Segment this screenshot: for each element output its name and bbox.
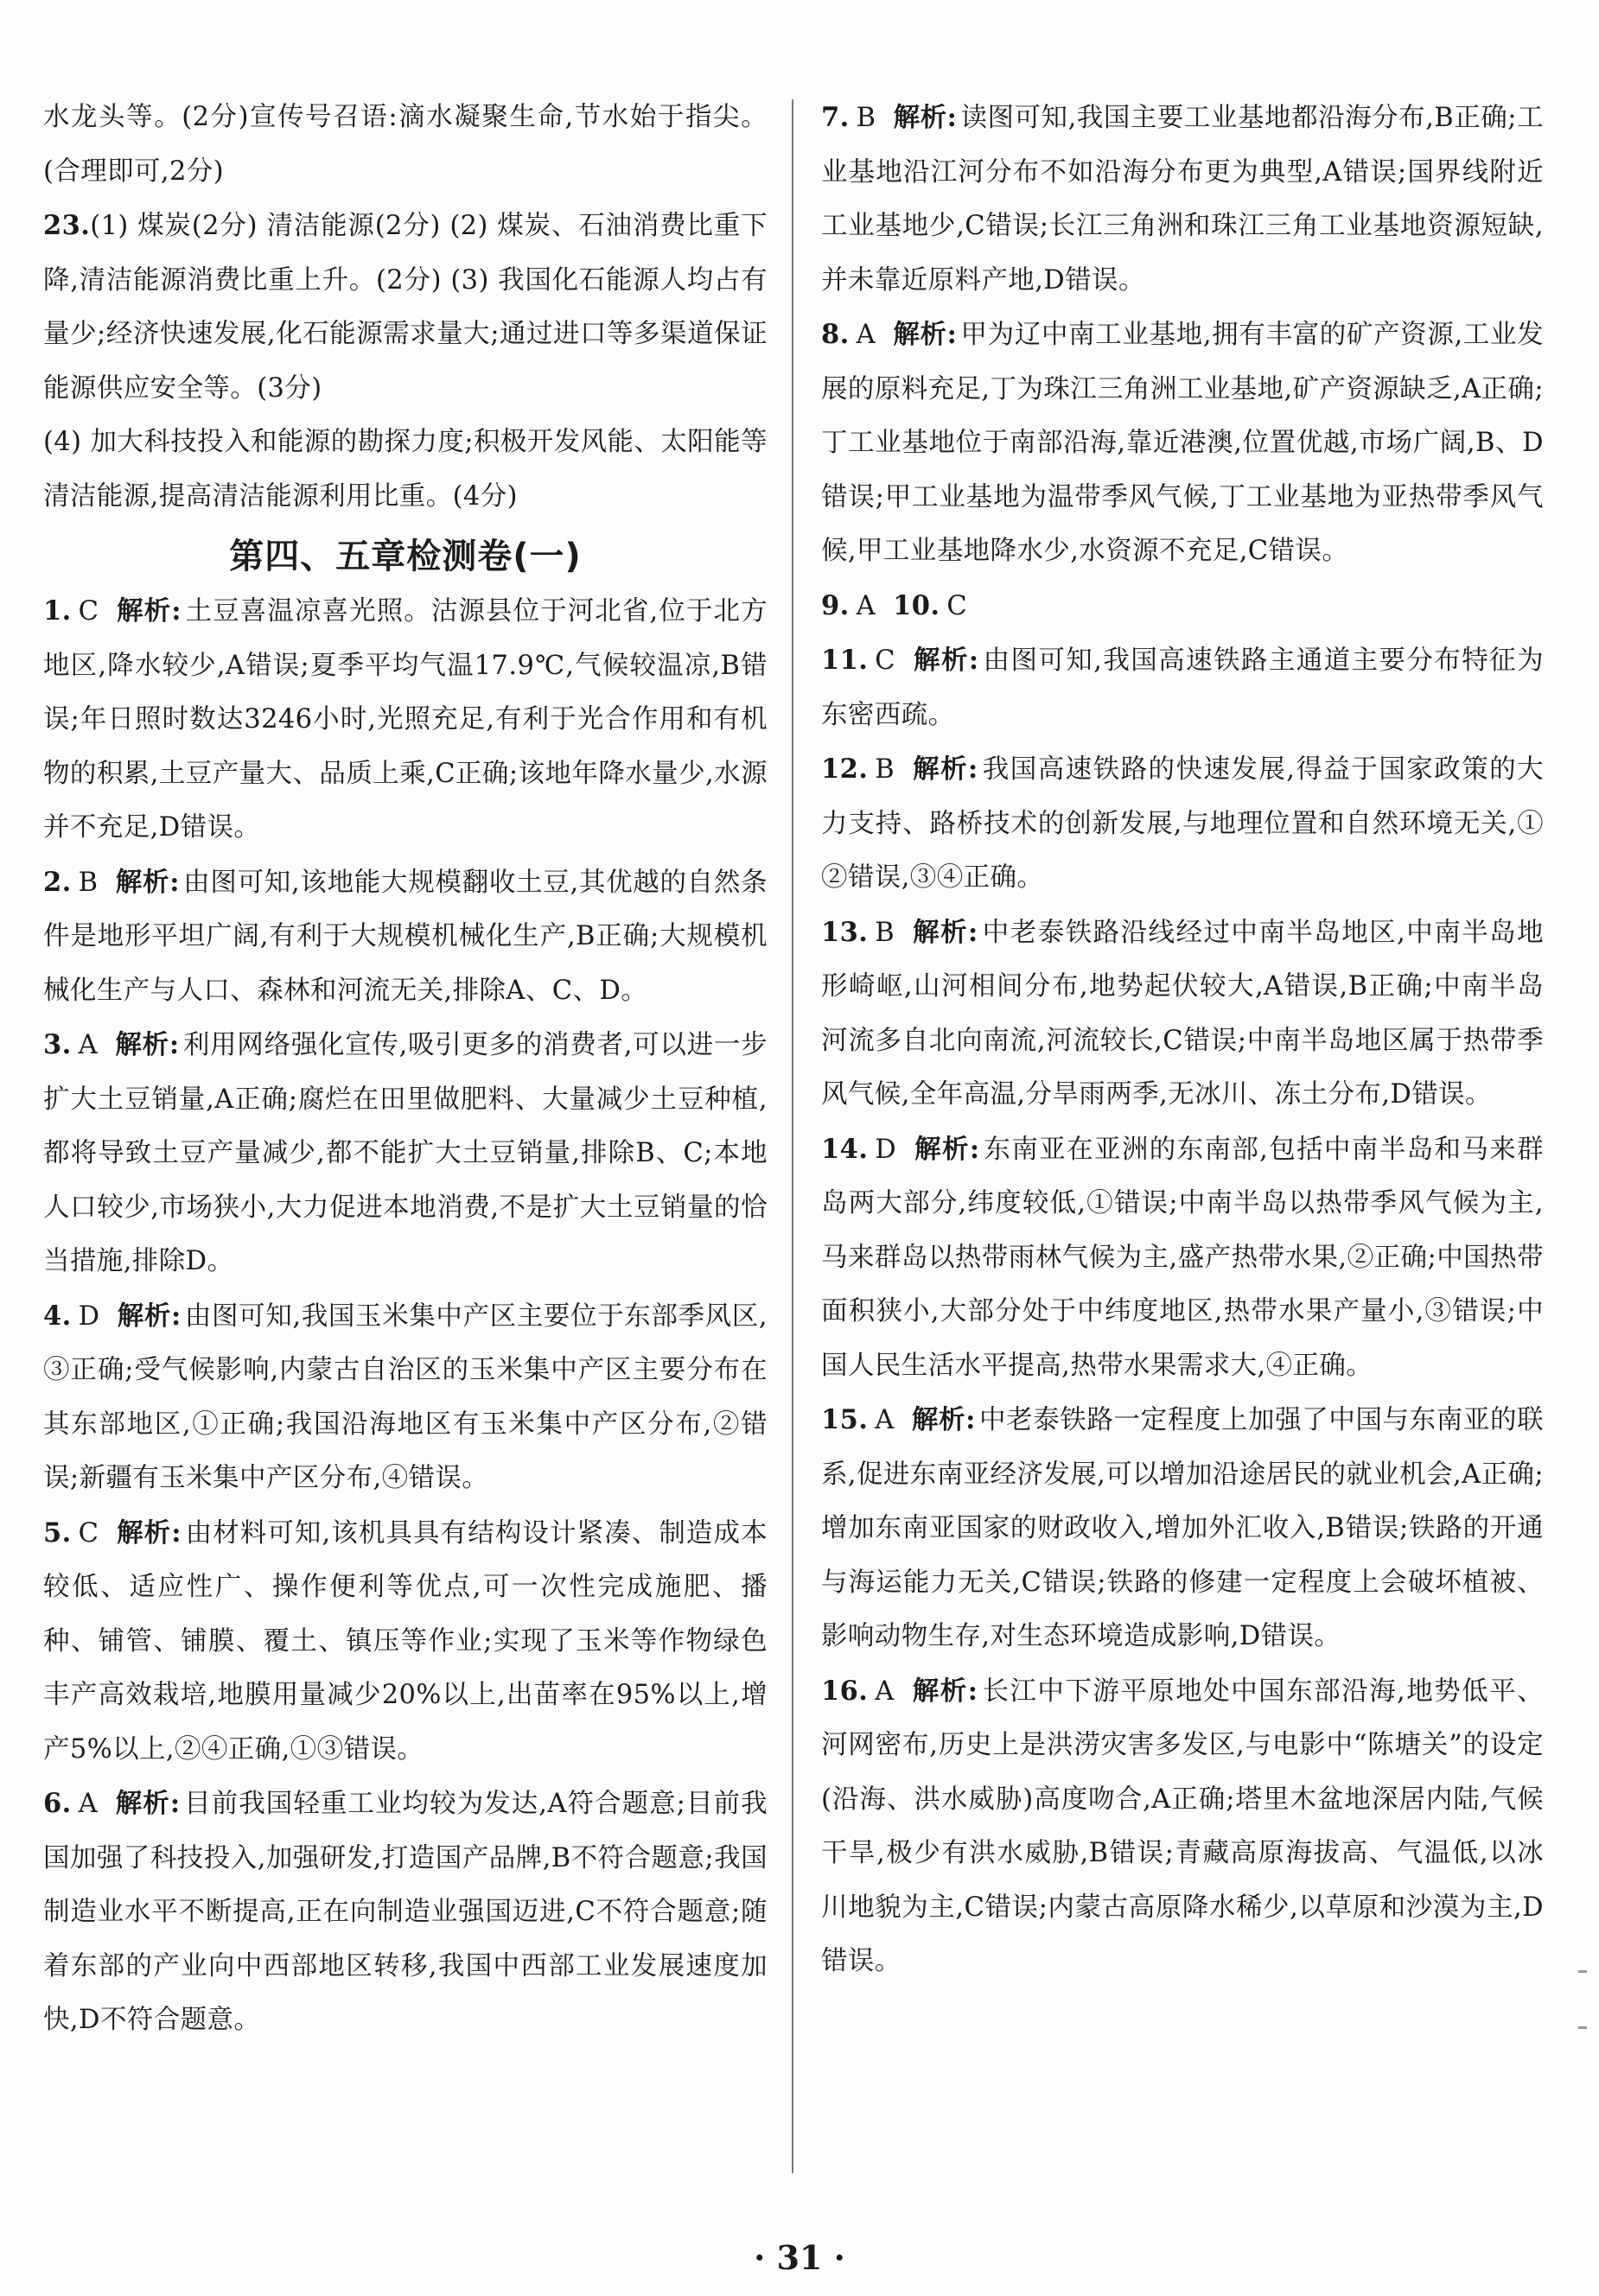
answer-choice: A — [875, 1405, 895, 1435]
question-number: 3. — [43, 1029, 72, 1060]
question-number: 6. — [43, 1788, 72, 1819]
answer-choice: D — [78, 1301, 100, 1332]
analysis-label: 解析: — [911, 1404, 976, 1435]
question-number: 1. — [43, 595, 72, 626]
analysis-label: 解析: — [116, 1517, 182, 1549]
answer-choice: B — [78, 867, 99, 898]
answer-12 — [821, 742, 1544, 906]
answer-choice: A — [875, 1676, 895, 1707]
question-number: 13. — [821, 916, 869, 948]
edge-mark — [1578, 2026, 1587, 2029]
analysis-text: 土豆喜温凉喜光照。沽源县位于河北省,位于北方地区,降水较少,A错误;夏季平均气温17.9℃,气候较温凉,B错误;年日照时数达3246小时,光照充足,有利于光合作用和有机物的积累,土豆产量大、品质上乘,C正确;该地年降水量少,水源并不充足,D错误。 — [43, 596, 768, 843]
answer-choice: C — [875, 646, 896, 676]
analysis-text: 目前我国轻重工业均较为发达,A符合题意;目前我国加强了科技投入,加强研发,打造国产品牌,B不符合题意;我国制造业水平不断提高,正在向制造业强国迈进,C不符合题意;随着东部的产业向中西部地区转移,我国中西部工业发展速度加快,D不符合题意。 — [43, 1789, 768, 2035]
analysis-text: 由图可知,我国高速铁路主通道主要分布特征为东密西疏。 — [821, 646, 1544, 730]
answer-choice: C — [78, 596, 99, 626]
analysis-label: 解析: — [117, 1300, 182, 1332]
answer-choice: A — [856, 320, 876, 350]
page-number — [0, 2238, 1599, 2277]
column-divider — [792, 99, 793, 2173]
section-title: 第四、五章检测卷(一) — [229, 537, 582, 576]
question-number: 2. — [43, 866, 72, 898]
question-number: 16. — [821, 1675, 869, 1707]
analysis-text: 甲为辽中南工业基地,拥有丰富的矿产资源,工业发展的原料充足,丁为珠江三角洲工业基地,矿产资源缺乏,A正确;丁工业基地位于南部沿海,靠近港澳,位置优越,市场广阔,B、D错误;甲工业基地为温带季风气候,丁工业基地为亚热带季风气候,甲工业基地降水少,水资源不充足,C错误。 — [821, 320, 1544, 566]
answer-choice: C — [78, 1517, 99, 1549]
answer-5 — [43, 1506, 768, 1778]
answer-9-10 — [821, 579, 1544, 634]
question-number: 10. — [893, 589, 940, 621]
answer-11 — [821, 633, 1544, 742]
answer-2 — [43, 855, 768, 1019]
analysis-text: 中老泰铁路沿线经过中南半岛地区,中南半岛地形崎岖,山河相间分布,地势起伏较大,A错误,B正确;中南半岛河流多自北向南流,河流较长,C错误;中南半岛地区属于热带季风气候,全年高温,分旱雨两季,无冰川、冻土分布,D错误。 — [821, 917, 1545, 1110]
question-number: 11. — [821, 645, 869, 676]
question-number: 4. — [43, 1300, 72, 1332]
answer-choice: A — [78, 1030, 99, 1060]
answer-1 — [43, 584, 768, 855]
analysis-text: 读图可知,我国主要工业基地都沿海分布,B正确;工业基地沿江河分布不如沿海分布更为典型,A错误;国界线附近工业基地少,C错误;长江三角洲和珠江三角工业基地资源短缺,并未靠近原料产地,D错误。 — [821, 103, 1544, 296]
analysis-label: 解析: — [893, 102, 958, 133]
answer-13 — [821, 906, 1544, 1123]
question-number: 8. — [821, 319, 850, 350]
answer-choice: B — [875, 754, 895, 785]
answer-6 — [43, 1777, 768, 2048]
answer-choice: D — [875, 1134, 897, 1165]
analysis-label: 解析: — [115, 1029, 180, 1060]
analysis-label: 解析: — [912, 754, 978, 785]
analysis-label: 解析: — [912, 916, 978, 948]
answer-23 — [43, 199, 768, 416]
analysis-text: 我国高速铁路的快速发展,得益于国家政策的大力支持、路桥技术的创新发展,与地理位置和自然环境无关,①②错误,③④正确。 — [821, 754, 1545, 893]
analysis-label: 解析: — [914, 1133, 980, 1165]
analysis-label: 解析: — [115, 1788, 181, 1819]
analysis-label: 解析: — [911, 1675, 978, 1707]
analysis-label: 解析: — [893, 319, 958, 350]
answer-14 — [821, 1123, 1544, 1394]
question-number: 15. — [821, 1404, 869, 1435]
right-column — [821, 91, 1544, 1989]
answer-choice: C — [946, 590, 968, 621]
answer-16 — [821, 1664, 1544, 1989]
page-number-text: 31 — [776, 2238, 823, 2277]
answer-text: (1) 煤炭(2分) 清洁能源(2分) (2) 煤炭、石油消费比重下降,清洁能源消费比重上升。(2分) (3) 我国化石能源人均占有量少;经济快速发展,化石能源需求量大;通过进口等多渠道保证能源供应安全等。(3分) — [43, 211, 768, 404]
question-number: 5. — [43, 1517, 72, 1549]
answer-4 — [43, 1289, 768, 1506]
continued-answer: 水龙头等。(2分)宣传号召语:滴水凝聚生命,节水始于指尖。(合理即可,2分) — [43, 102, 768, 187]
analysis-text: 东南亚在亚洲的东南部,包括中南半岛和马来群岛两大部分,纬度较低,①错误;中南半岛以热带季风气候为主,马来群岛以热带雨林气候为主,盛产热带水果,②正确;中国热带面积狭小,大部分处于中纬度地区,热带水果产量小,③错误;中国人民生活水平提高,热带水果需求大,④正确。 — [821, 1134, 1544, 1381]
answer-8 — [821, 308, 1544, 579]
answer-7 — [821, 91, 1544, 308]
question-number: 9. — [821, 589, 850, 621]
answer-23-part4: (4) 加大科技投入和能源的勘探力度;积极开发风能、太阳能等清洁能源,提高清洁能源利用比重。(4分) — [43, 427, 768, 512]
analysis-label: 解析: — [116, 595, 182, 626]
bullet: · — [754, 2238, 777, 2277]
edge-mark — [1578, 1970, 1587, 1973]
analysis-label: 解析: — [115, 866, 180, 898]
analysis-text: 长江中下游平原地处中国东部沿海,地势低平、河网密布,历史上是洪涝灾害多发区,与电影中“陈塘关”的设定(沿海、洪水威胁)高度吻合,A正确;塔里木盆地深居内陆,气候干旱,极少有洪水威胁,B错误;青藏高原海拔高、气温低,以冰川地貌为主,C错误;内蒙古高原降水稀少,以草原和沙漠为主,D错误。 — [821, 1676, 1545, 1976]
answer-3 — [43, 1018, 768, 1289]
analysis-text: 由图可知,我国玉米集中产区主要位于东部季风区,③正确;受气候影响,内蒙古自治区的玉米集中产区主要分布在其东部地区,①正确;我国沿海地区有玉米集中产区分布,②错误;新疆有玉米集中产区分布,④错误。 — [43, 1301, 768, 1493]
answer-15 — [821, 1393, 1544, 1664]
analysis-label: 解析: — [913, 645, 979, 676]
left-column — [43, 91, 768, 2048]
question-number: 7. — [821, 102, 850, 133]
answer-choice: B — [856, 103, 876, 133]
answer-choice: A — [856, 590, 876, 621]
question-number: 12. — [821, 754, 869, 785]
question-number: 23. — [43, 210, 91, 241]
answer-choice: A — [78, 1789, 99, 1819]
bullet: · — [822, 2238, 845, 2277]
analysis-text: 由图可知,该地能大规模翻收土豆,其优越的自然条件是地形平坦广阔,有利于大规模机械化生产,B正确;大规模机械化生产与人口、森林和河流无关,排除A、C、D。 — [43, 867, 768, 1006]
analysis-text: 利用网络强化宣传,吸引更多的消费者,可以进一步扩大土豆销量,A正确;腐烂在田里做肥料、大量减少土豆种植,都将导致土豆产量减少,都不能扩大土豆销量,排除B、C;本地人口较少,市场狭小,大力促进本地消费,不是扩大土豆销量的恰当措施,排除D。 — [43, 1030, 768, 1276]
question-number: 14. — [821, 1133, 869, 1165]
analysis-text: 中老泰铁路一定程度上加强了中国与东南亚的联系,促进东南亚经济发展,可以增加沿途居民的就业机会,A正确;增加东南亚国家的财政收入,增加外汇收入,B错误;铁路的开通与海运能力无关,C错误;铁路的修建一定程度上会破坏植被、影响动物生存,对生态环境造成影响,D错误。 — [821, 1405, 1544, 1651]
analysis-text: 由材料可知,该机具具有结构设计紧凑、制造成本较低、适应性广、操作便利等优点,可一次性完成施肥、播种、铺管、铺膜、覆土、镇压等作业;实现了玉米等作物绿色丰产高效栽培,地膜用量减少20%以上,出苗率在95%以上,增产5%以上,②④正确,①③错误。 — [43, 1517, 768, 1765]
answer-choice: B — [875, 917, 895, 948]
